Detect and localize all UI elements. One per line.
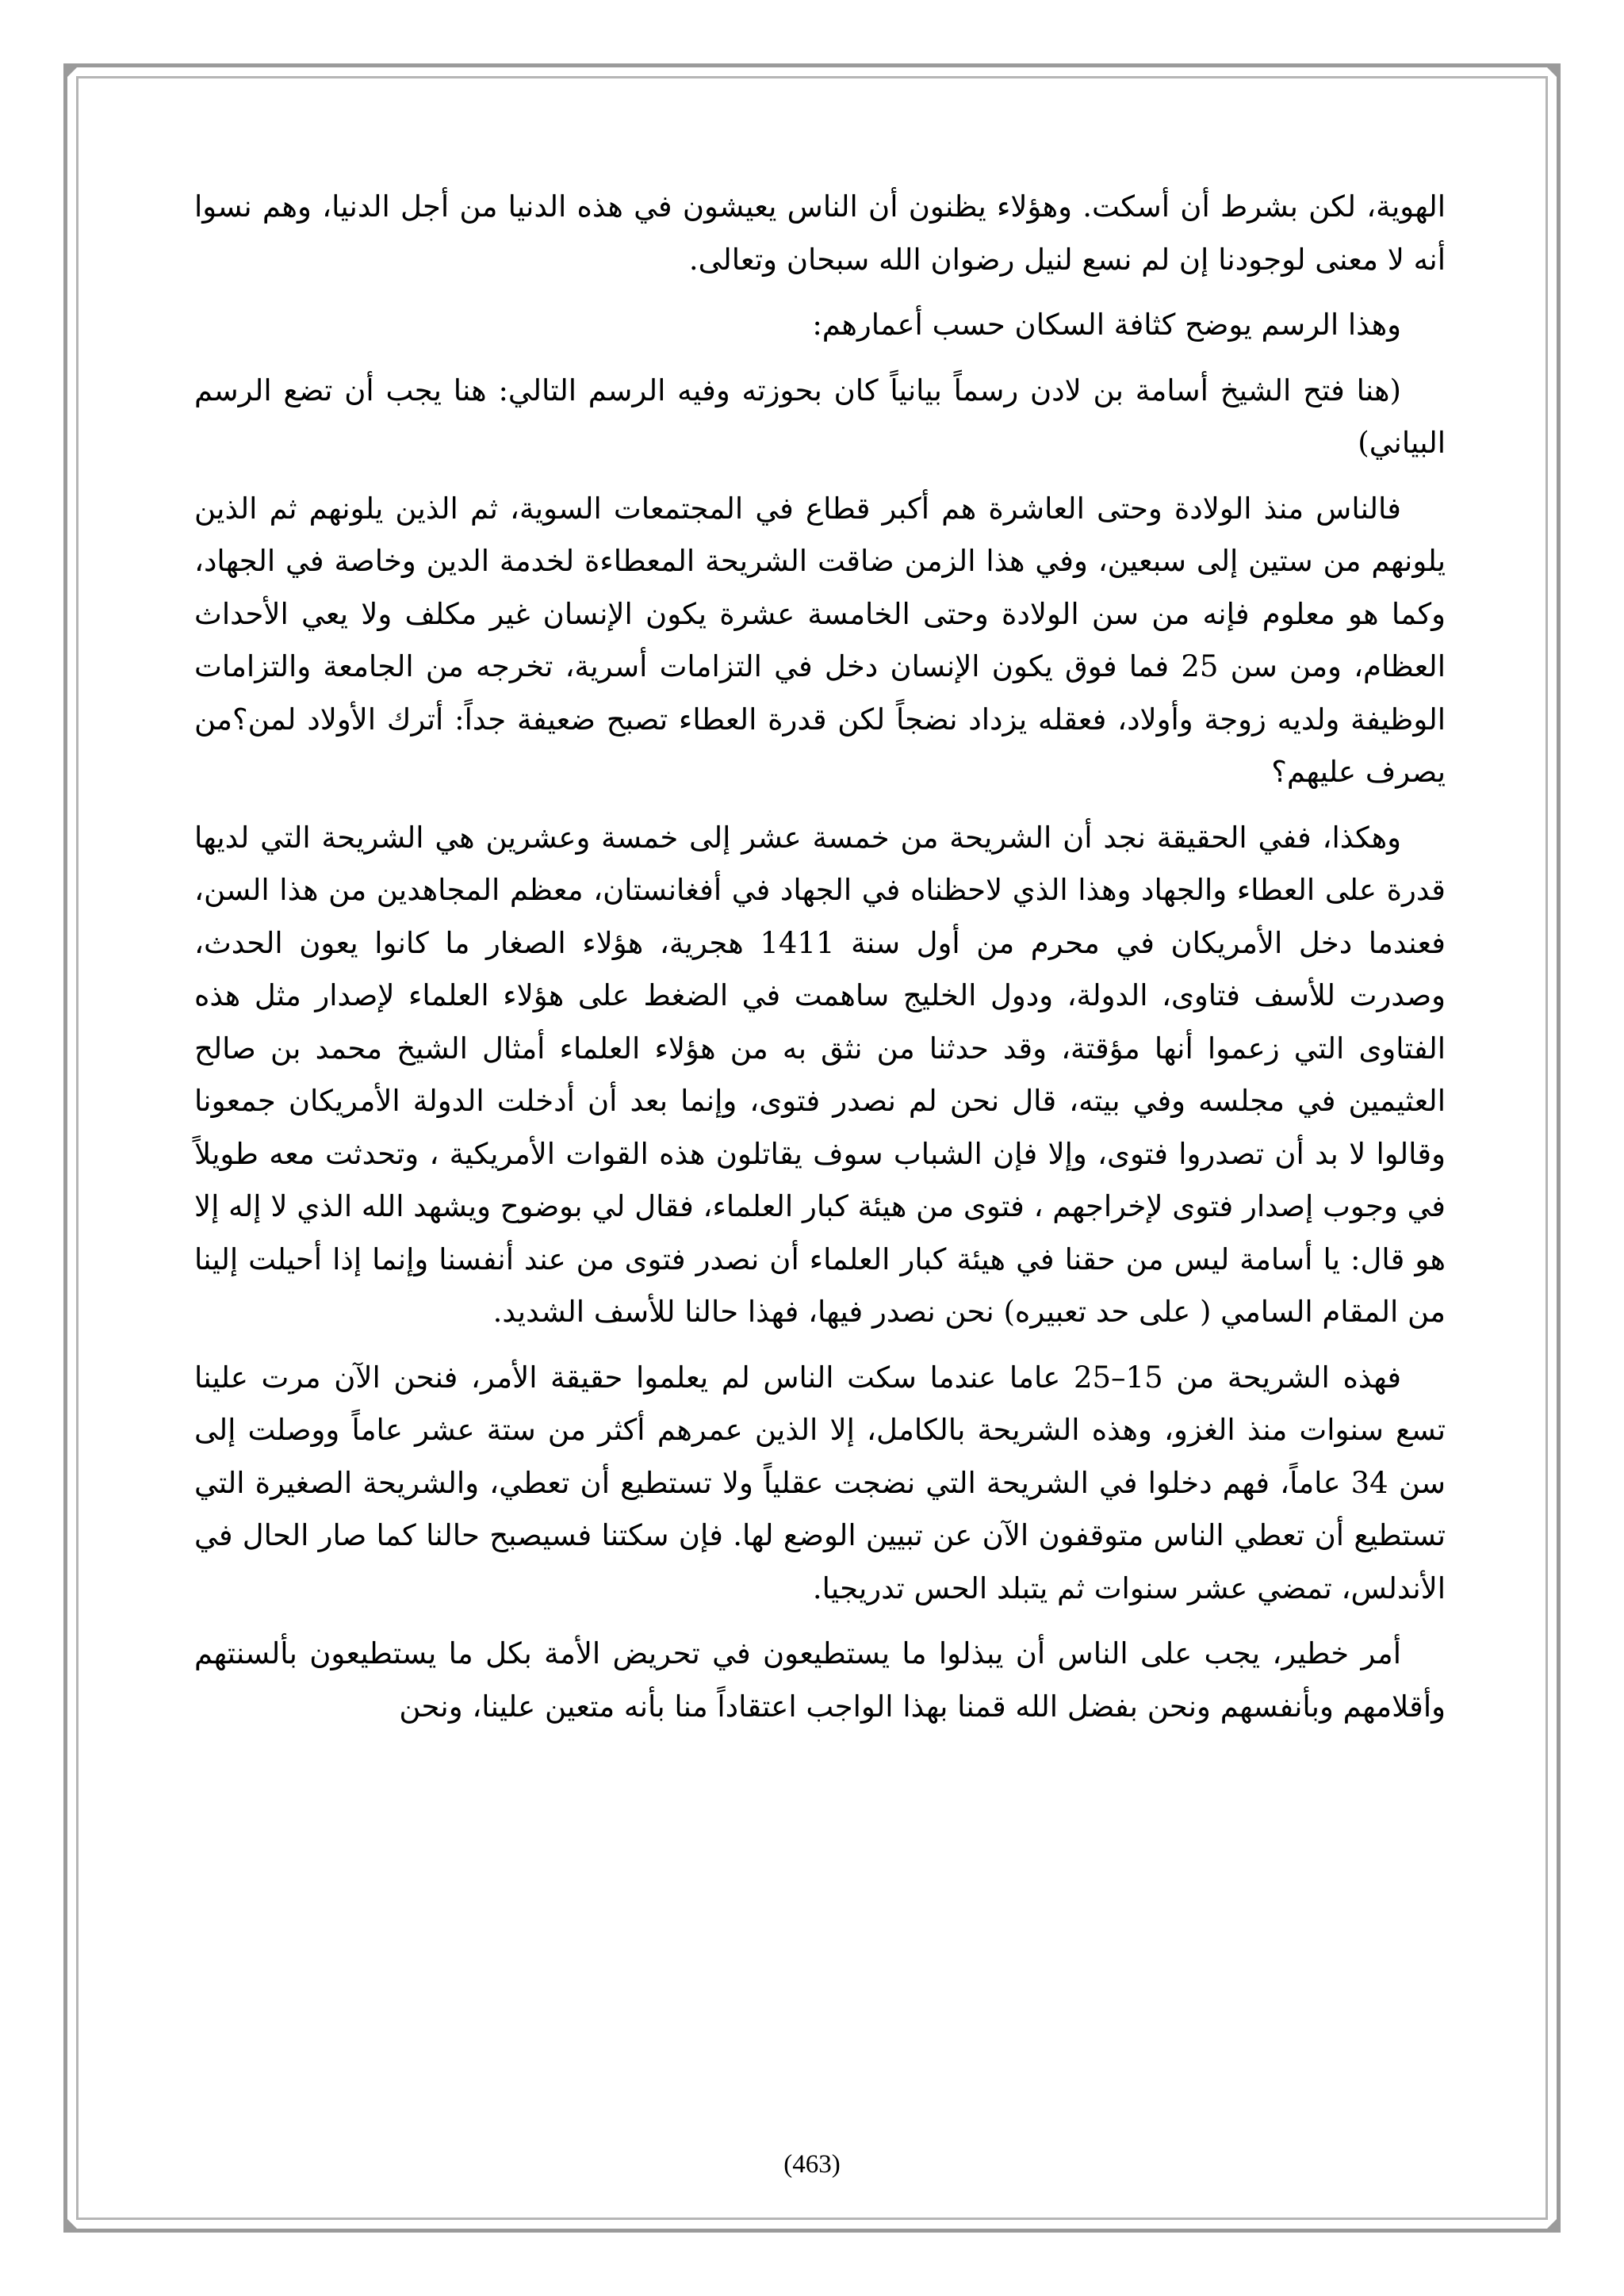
paragraph-serious-matter: أمر خطير، يجب على الناس أن يبذلوا ما يستطيعون في تحريض الأمة بكل ما يستطيعون بألسنتهم وأقلامهم وبأنفسهم ونحن بفضل الله قمنا بهذا الواجب اعتقاداً منا بأنه متعين علينا، ونحن bbox=[194, 1636, 1446, 1724]
paragraph-fatwa-account: وهكذا، ففي الحقيقة نجد أن الشريحة من خمسة عشر إلى خمسة وعشرين هي الشريحة التي لديها قدرة على العطاء والجهاد وهذا الذي لاحظناه في الجهاد في أفغانستان، معظم المجاهدين من هذا السن، فعندما دخل الأمريكان في محرم من أول سنة 1411 هجرية، هؤلاء الصغار ما كانوا يعون الحدث، وصدرت للأسف فتاوى، الدولة، ودول الخليج ساهمت في الضغط على هؤلاء العلماء لإصدار مثل هذه الفتاوى التي زعموا أنها مؤقتة، وقد حدثنا من نثق به من هؤلاء العلماء أمثال الشيخ محمد بن صالح العثيمين في مجلسه وفي بيته، قال نحن لم نصدر فتوى، وإنما بعد أن أدخلت الدولة الأمريكان جمعونا وقالوا لا بد أن تصدروا فتوى، وإلا فإن الشباب سوف يقاتلون هذه القوات الأمريكية ، وتحدثت معه طويلاً في وجوب إصدار فتوى لإخراجهم ، فتوى من هيئة كبار العلماء، فقال لي بوضوح ويشهد الله الذي لا إله إلا هو قال: يا أسامة ليس من حقنا في هيئة كبار العلماء أن نصدر فتوى من عند أنفسنا وإنما إذا أحيلت إلينا من المقام السامي ( على حد تعبيره) نحن نصدر فيها، فهذا حالنا للأسف الشديد. bbox=[194, 820, 1446, 1329]
paragraph-continuation: الهوية، لكن بشرط أن أسكت. وهؤلاء يظنون أن الناس يعيشون في هذه الدنيا من أجل الدنيا، وهم نسوا أنه لا معنى لوجودنا إن لم نسع لنيل رضوان الله سبحان وتعالى. bbox=[194, 189, 1446, 277]
border-corner-ornament bbox=[67, 67, 78, 78]
page-number: (463) bbox=[783, 2150, 841, 2179]
paragraph-age-segment: فهذه الشريحة من 15–25 عاما عندما سكت الناس لم يعلموا حقيقة الأمر، فنحن الآن مرت علينا تسع سنوات منذ الغزو، وهذه الشريحة بالكامل، إلا الذين عمرهم أكثر من ستة عشر عاماً ووصلت إلى سن 34 عاماً، فهم دخلوا في الشريحة التي نضجت عقلياً ولا تستطيع أن تعطي، والشريحة الصغيرة التي تستطيع أن تعطي الناس متوقفون الآن عن تبيين الوضع لها. فإن سكتنا فسيصبح حالنا كما صار الحال في الأندلس، تمضي عشر سنوات ثم يتبلد الحس تدريجيا. bbox=[194, 1360, 1446, 1605]
border-corner-ornament bbox=[67, 2218, 78, 2229]
border-corner-ornament bbox=[1546, 2218, 1557, 2229]
border-corner-ornament bbox=[1546, 67, 1557, 78]
paragraph-chart-note: (هنا فتح الشيخ أسامة بن لادن رسماً بيانياً كان بحوزته وفيه الرسم التالي: هنا يجب أن تضع الرسم البياني) bbox=[194, 373, 1446, 460]
paragraph-chart-intro: وهذا الرسم يوضح كثافة السكان حسب أعمارهم: bbox=[812, 308, 1401, 342]
paragraph-age-groups: فالناس منذ الولادة وحتى العاشرة هم أكبر قطاع في المجتمعات السوية، ثم الذين يلونهم ثم الذين يلونهم من ستين إلى سبعين، وفي هذا الزمن ضاقت الشريحة المعطاءة لخدمة الدين وخاصة في الجهاد، وكما هو معلوم فإنه من سن الولادة وحتى الخامسة عشرة يكون الإنسان غير مكلف ولا يعي الأحداث العظام، ومن سن 25 فما فوق يكون الإنسان دخل في التزامات أسرية، تخرجه من الجامعة والتزامات الوظيفة ولديه زوجة وأولاد، فعقله يزداد نضجاً لكن قدرة العطاء تصبح ضعيفة جداً: أترك الأولاد لمن؟من يصرف عليهم؟ bbox=[194, 491, 1446, 789]
page-body bbox=[194, 181, 1446, 1746]
